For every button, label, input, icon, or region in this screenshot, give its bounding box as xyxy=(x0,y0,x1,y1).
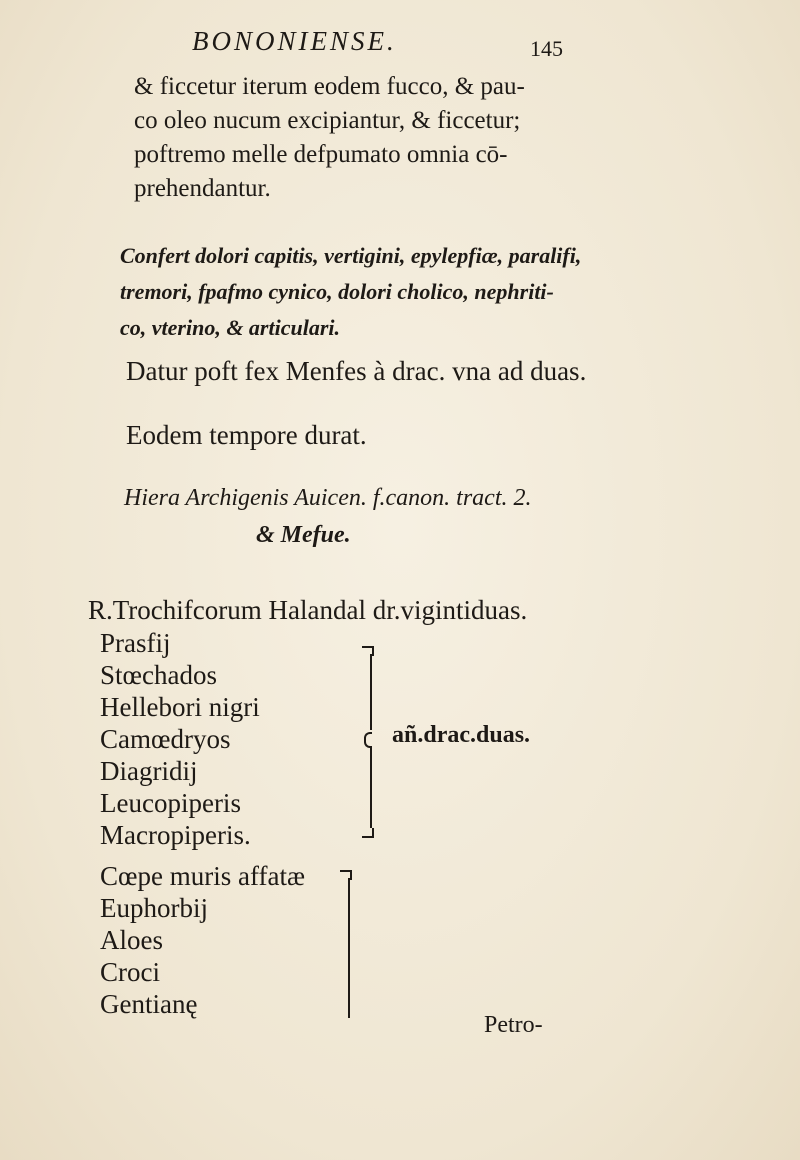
group-dose-label: añ.drac.duas. xyxy=(392,722,531,748)
brace-top-hook xyxy=(362,646,374,656)
brace-point xyxy=(364,732,372,748)
indication-line: Confert dolori capitis, vertigini, epylepfiæ, paralifi, xyxy=(120,243,582,268)
brace-bottom-hook xyxy=(362,828,374,838)
ingredient-item: Aloes xyxy=(100,925,163,955)
paragraph-line: co oleo nucum excipiantur, & ficcetur; xyxy=(134,107,521,134)
recipe-subtitle: & Mefue. xyxy=(256,522,351,548)
running-head: BONONIENSE. xyxy=(192,26,397,56)
recipe-title: Hiera Archigenis Auicen. f.canon. tract. 2. xyxy=(124,485,532,511)
indication-paragraph xyxy=(120,238,581,346)
ingredient-item: Gentianę xyxy=(100,989,198,1019)
brace-line xyxy=(348,878,350,1018)
ingredient-item: Diagridij xyxy=(100,756,198,786)
paragraph-line: prehendantur. xyxy=(134,175,271,202)
catchword: Petro- xyxy=(484,1012,543,1038)
opening-paragraph xyxy=(134,70,525,206)
ingredient-item: Euphorbij xyxy=(100,893,208,923)
ingredient-item: Leucopiperis xyxy=(100,788,241,818)
ingredient-item: Stœchados xyxy=(100,660,217,690)
indication-line: co, vterino, & articulari. xyxy=(120,315,340,340)
ingredient-item: Hellebori nigri xyxy=(100,692,260,722)
ingredient-item: Camœdryos xyxy=(100,724,231,754)
paragraph-line: poftremo melle defpumato omnia cō- xyxy=(134,141,508,168)
ingredient-item: Macropiperis. xyxy=(100,820,251,850)
page-number: 145 xyxy=(530,36,563,61)
brace-line-upper xyxy=(370,654,372,730)
duration-line: Eodem tempore durat. xyxy=(126,420,367,450)
dose-line: Datur poft fex Menfes à drac. vna ad duas. xyxy=(126,356,587,386)
brace-top-hook xyxy=(340,870,352,880)
paragraph-line: & ficcetur iterum eodem fucco, & pau- xyxy=(134,73,525,100)
brace-line-lower xyxy=(370,748,372,828)
indication-line: tremori, fpafmo cynico, dolori cholico, nephriti- xyxy=(120,279,554,304)
ingredient-item: Cœpe muris affatæ xyxy=(100,861,305,891)
ingredient-item: Croci xyxy=(100,957,160,987)
ingredient-item: Prasfij xyxy=(100,628,171,658)
prescription-line: R.Trochifcorum Halandal dr.vigintiduas. xyxy=(88,595,528,625)
